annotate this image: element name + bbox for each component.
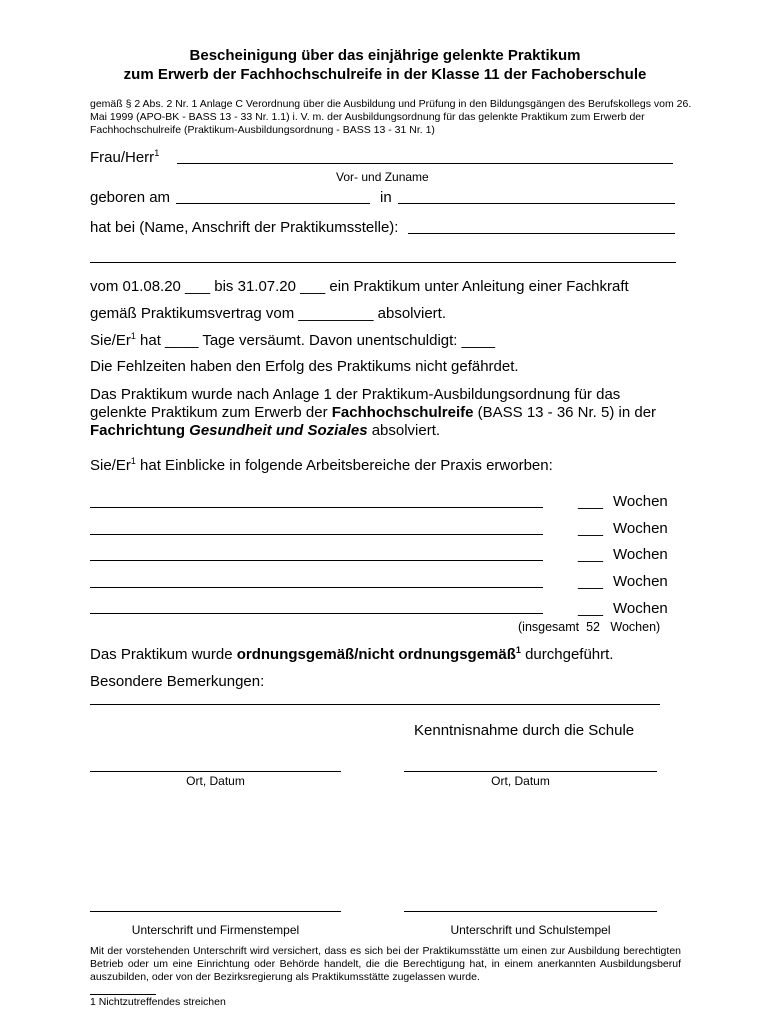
school-signature-line[interactable] — [404, 911, 657, 912]
company-label: hat bei (Name, Anschrift der Praktikumsstelle): — [90, 219, 399, 236]
birthplace-field-line[interactable] — [398, 203, 675, 204]
work-area-field-line[interactable] — [90, 534, 543, 535]
work-area-field-line[interactable] — [90, 587, 543, 588]
school-place-date-line[interactable] — [404, 771, 657, 772]
absence-line: Sie/Er$^1$ hat ____ Tage versäumt. Davon unentschuldigt: ____ — [90, 331, 496, 349]
remarks-field-line[interactable] — [90, 704, 660, 705]
absence-note: Die Fehlzeiten haben den Erfolg des Praktikums nicht gefährdet. — [90, 358, 519, 375]
statement-line-3: Fachrichtung Gesundheit und Soziales absolviert. — [90, 422, 441, 439]
weeks-blank[interactable]: ___ — [578, 520, 604, 537]
work-area-field-line[interactable] — [90, 613, 543, 614]
weeks-blank[interactable]: ___ — [578, 493, 604, 510]
contract-line: gemäß Praktikumsvertrag vom _________ absolviert. — [90, 305, 447, 322]
company-signature-caption: Unterschrift und Firmenstempel — [131, 923, 300, 937]
weeks-label: Wochen — [613, 546, 668, 563]
weeks-total: (insgesamt 52 Wochen) — [518, 620, 661, 634]
areas-intro: Sie/Er$^1$ hat Einblicke in folgende Arbeitsbereiche der Praxis erworben: — [90, 456, 553, 474]
school-signature-caption: Unterschrift und Schulstempel — [450, 923, 611, 937]
period-line: vom 01.08.20 ___ bis 31.07.20 ___ ein Praktikum unter Anleitung einer Fachkraft — [90, 278, 629, 295]
name-field-caption: Vor- und Zuname — [336, 170, 429, 184]
work-area-field-line[interactable] — [90, 560, 543, 561]
school-place-date-caption: Ort, Datum — [491, 774, 550, 788]
school-acknowledgement: Kenntnisnahme durch die Schule — [414, 722, 635, 739]
weeks-label: Wochen — [613, 600, 668, 617]
company-field-line-1[interactable] — [408, 233, 675, 234]
assurance-text: Mit der vorstehenden Unterschrift wird versichert, dass es sich bei der Praktikumsstätte um einen zur Ausbildung berechtigten Betrieb oder um eine Einrichtung oder Behörde handelt, die die Berechtigung hat, in einem anerkannten Ausbildungsberuf auszubilden, oder von der Bezirksregierung als Praktikumsstätte zugelassen wurde. — [90, 945, 681, 983]
weeks-label: Wochen — [613, 573, 668, 590]
birth-date-field-line[interactable] — [176, 203, 370, 204]
company-signature-line[interactable] — [90, 911, 341, 912]
weeks-blank[interactable]: ___ — [578, 546, 604, 563]
salutation-label: Frau/Herr$^1$ — [90, 148, 160, 166]
document-title-line-1: Bescheinigung über das einjährige gelenkte Praktikum — [189, 47, 581, 64]
document-title-line-2: zum Erwerb der Fachhochschulreife in der Klasse 11 der Fachoberschule — [123, 66, 647, 83]
legal-basis-line-1: gemäß § 2 Abs. 2 Nr. 1 Anlage C Verordnung über die Ausbildung und Prüfung in den Bildungsgängen des Berufskollegs vom 26. — [90, 98, 692, 110]
footnote-divider — [90, 994, 156, 995]
statement-line-2: gelenkte Praktikum zum Erwerb der Fachhochschulreife (BASS 13 - 36 Nr. 5) in der — [90, 404, 657, 421]
remarks-label: Besondere Bemerkungen: — [90, 673, 265, 690]
weeks-blank[interactable]: ___ — [578, 600, 604, 617]
birthplace-label: in — [380, 189, 392, 206]
weeks-label: Wochen — [613, 520, 668, 537]
company-field-line-2[interactable] — [90, 262, 676, 263]
footnote-text: 1 Nichtzutreffendes streichen — [90, 996, 226, 1008]
name-field-line[interactable] — [177, 163, 673, 164]
born-label: geboren am — [90, 189, 171, 206]
legal-basis-line-3: Fachhochschulreife (Praktikum-Ausbildungsordnung - BASS 13 - 31 Nr. 1) — [90, 124, 435, 136]
weeks-label: Wochen — [613, 493, 668, 510]
legal-basis-line-2: Mai 1999 (APO-BK - BASS 13 - 33 Nr. 1.1) i. V. m. der Ausbildungsordnung für das gelenkte Praktikum zum Erwerb der — [90, 111, 645, 123]
company-place-date-line[interactable] — [90, 771, 341, 772]
company-place-date-caption: Ort, Datum — [186, 774, 245, 788]
result-line: Das Praktikum wurde ordnungsgemäß/nicht ordnungsgemäß$^1$ durchgeführt. — [90, 645, 614, 663]
statement-line-1: Das Praktikum wurde nach Anlage 1 der Praktikum-Ausbildungsordnung für das — [90, 386, 621, 403]
weeks-blank[interactable]: ___ — [578, 573, 604, 590]
work-area-field-line[interactable] — [90, 507, 543, 508]
